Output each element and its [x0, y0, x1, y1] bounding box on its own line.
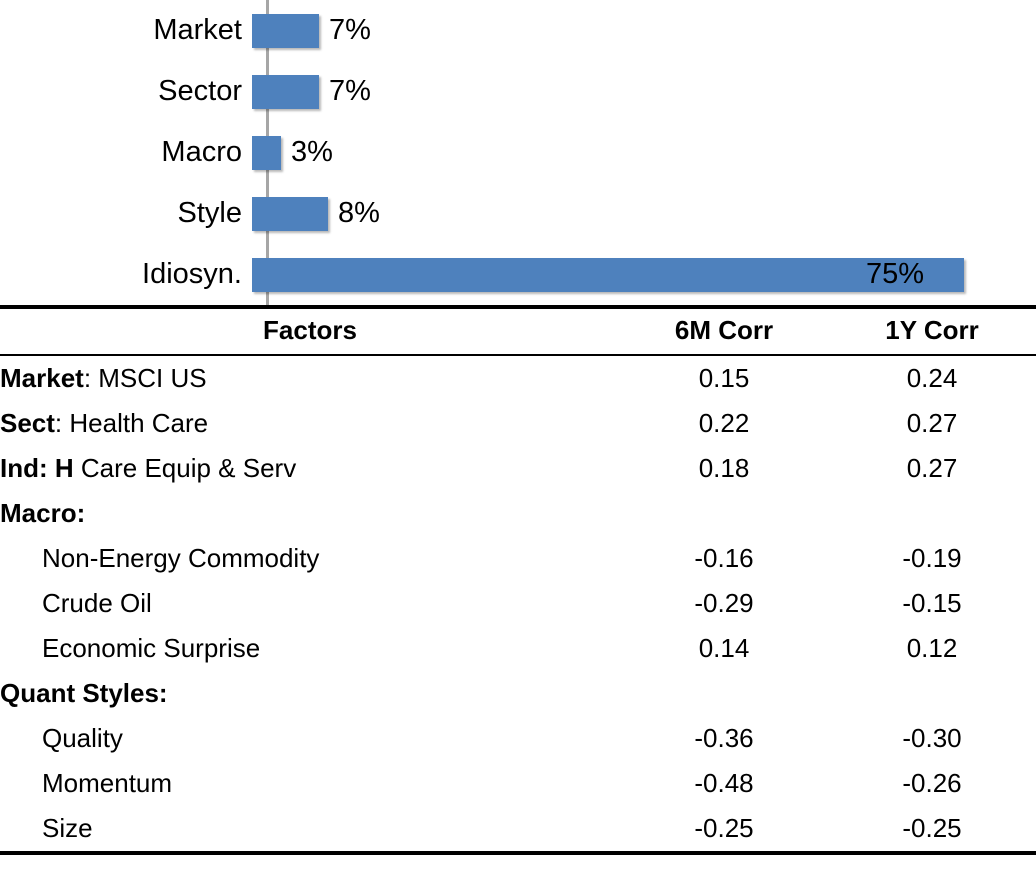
table-bottom-rule: [0, 851, 1036, 855]
bar-category-label: Style: [177, 197, 242, 229]
bar-shape: [252, 258, 964, 292]
table-body: [0, 355, 1036, 851]
table-row: [0, 581, 1036, 626]
bar-area: [252, 61, 1036, 122]
factor-correlation-table: [0, 305, 1036, 851]
row-label-text: Care Equip & Serv: [73, 453, 297, 483]
bar-area: [252, 0, 1036, 61]
row-label-prefix: Ind: H: [0, 453, 74, 483]
bar-category-label: Idiosyn.: [142, 258, 242, 290]
bar-value-label: 7%: [329, 14, 371, 46]
row-value-1y: 0.27: [906, 408, 958, 438]
row-label: Quality: [42, 723, 123, 753]
row-label: Economic Surprise: [42, 633, 261, 663]
factor-correlation-table-wrap: [0, 305, 1036, 855]
row-value-1y: 0.12: [906, 633, 958, 663]
row-value-1y: [828, 491, 1036, 536]
bar-row: [0, 183, 1036, 244]
bar-value-label: 8%: [338, 197, 380, 229]
row-value-6m: -0.48: [694, 768, 754, 798]
table-row: [0, 536, 1036, 581]
row-value-6m: -0.29: [694, 588, 754, 618]
table-row: [0, 355, 1036, 401]
table-header: [0, 307, 1036, 355]
bar-shape: [252, 14, 319, 48]
section-label: Macro:: [0, 498, 86, 528]
column-header-1y-corr: 1Y Corr: [828, 307, 1036, 355]
table-row: [0, 401, 1036, 446]
row-label: Size: [42, 813, 93, 843]
section-label: Quant Styles:: [0, 678, 168, 708]
row-label: [0, 446, 620, 491]
row-value-6m: 0.18: [698, 453, 750, 483]
row-value-1y: 0.24: [906, 363, 958, 393]
row-label-prefix: Sect: [0, 408, 55, 438]
row-value-1y: [828, 671, 1036, 716]
row-value-1y: -0.26: [902, 768, 962, 798]
row-value-1y: -0.15: [902, 588, 962, 618]
row-label: [0, 401, 620, 446]
risk-decomposition-bar-chart: [0, 0, 1036, 305]
row-value-6m: 0.22: [698, 408, 750, 438]
bar-shape: [252, 197, 328, 231]
table-row: [0, 761, 1036, 806]
bar-category-label: Market: [153, 14, 242, 46]
row-label: Crude Oil: [42, 588, 152, 618]
bar-shape: [252, 75, 319, 109]
bar-category-label: Sector: [158, 75, 242, 107]
table-row: [0, 716, 1036, 761]
bar-value-label: 75%: [866, 258, 925, 290]
row-value-6m: 0.15: [698, 363, 750, 393]
table-row: [0, 806, 1036, 851]
bar-area: [252, 122, 1036, 183]
bar-row: [0, 61, 1036, 122]
row-value-1y: 0.27: [906, 453, 958, 483]
row-value-6m: [620, 671, 828, 716]
row-label-text: : Health Care: [54, 408, 209, 438]
column-header-factors: Factors: [0, 307, 620, 355]
row-value-1y: -0.30: [902, 723, 962, 753]
table-row: [0, 446, 1036, 491]
bar-area: [252, 244, 1036, 305]
row-label-prefix: Market: [0, 363, 84, 393]
row-value-6m: [620, 491, 828, 536]
row-value-6m: -0.16: [694, 543, 754, 573]
row-label: Non-Energy Commodity: [42, 543, 320, 573]
bar-row: [0, 244, 1036, 305]
row-value-1y: -0.19: [902, 543, 962, 573]
chart-rows: [0, 0, 1036, 305]
bar-row: [0, 122, 1036, 183]
row-label: Momentum: [42, 768, 173, 798]
row-label: [0, 355, 620, 401]
row-value-6m: 0.14: [698, 633, 750, 663]
bar-area: [252, 183, 1036, 244]
row-value-6m: -0.36: [694, 723, 754, 753]
table-header-row: [0, 307, 1036, 355]
bar-row: [0, 0, 1036, 61]
row-value-1y: -0.25: [902, 813, 962, 843]
row-label-text: : MSCI US: [83, 363, 207, 393]
row-value-6m: -0.25: [694, 813, 754, 843]
bar-value-label: 3%: [291, 136, 333, 168]
table-section-row: [0, 671, 1036, 716]
bar-shape: [252, 136, 281, 170]
table-section-row: [0, 491, 1036, 536]
table-row: [0, 626, 1036, 671]
bar-value-label: 7%: [329, 75, 371, 107]
column-header-6m-corr: 6M Corr: [620, 307, 828, 355]
bar-category-label: Macro: [161, 136, 242, 168]
